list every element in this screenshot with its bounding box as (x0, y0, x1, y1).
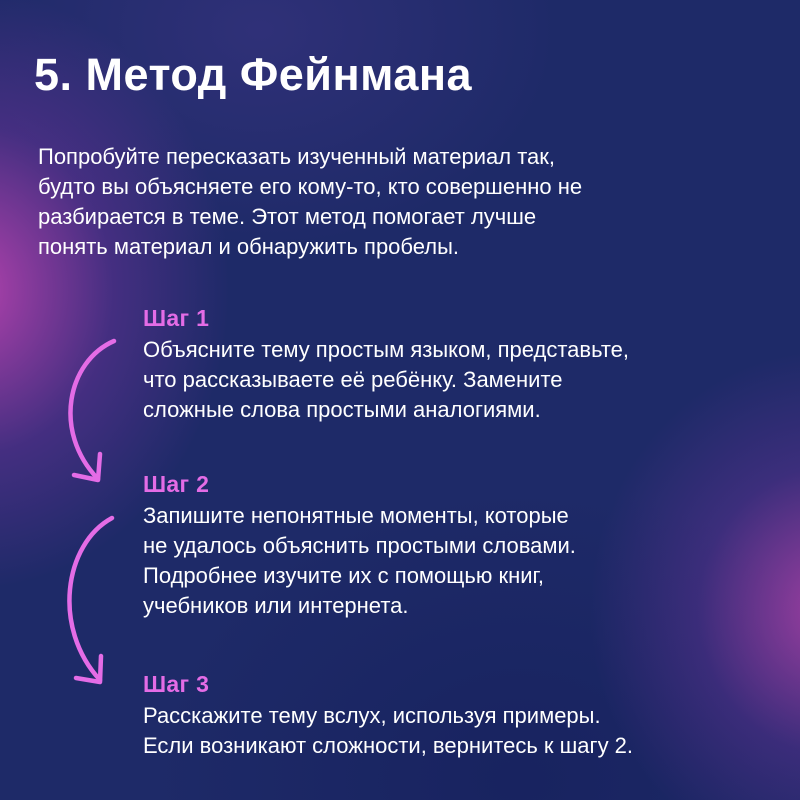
step-title: Шаг 3 (143, 671, 210, 697)
intro-line: разбирается в теме. Этот метод помогает лучше (38, 204, 537, 229)
curved-arrow-down-icon (60, 335, 140, 495)
step-line: Запишите непонятные моменты, которые (143, 503, 569, 528)
step-description (143, 701, 783, 761)
step-line: Если возникают сложности, вернитесь к шагу 2. (143, 733, 634, 758)
step-line: Подробнее изучите их с помощью книг, (143, 563, 544, 588)
step-2 (143, 469, 783, 621)
intro-paragraph (38, 142, 778, 262)
step-1 (143, 303, 783, 425)
page-title: 5. Метод Фейнмана (34, 49, 473, 100)
step-line: что рассказываете её ребёнку. Замените (143, 367, 563, 392)
step-line: не удалось объяснить простыми словами. (143, 533, 576, 558)
step-line: сложные слова простыми аналогиями. (143, 397, 541, 422)
step-line: Объясните тему простым языком, представьте, (143, 337, 629, 362)
step-3 (143, 669, 783, 761)
intro-line: будто вы объясняете его кому-то, кто совершенно не (38, 174, 583, 199)
intro-line: понять материал и обнаружить пробелы. (38, 234, 460, 259)
curved-arrow-down-icon (60, 512, 140, 692)
intro-line: Попробуйте пересказать изученный материал так, (38, 144, 556, 169)
step-line: учебников или интернета. (143, 593, 409, 618)
step-title: Шаг 1 (143, 305, 210, 331)
step-line: Расскажите тему вслух, используя примеры. (143, 703, 601, 728)
step-title: Шаг 2 (143, 471, 210, 497)
step-description (143, 335, 783, 425)
step-description (143, 501, 783, 621)
